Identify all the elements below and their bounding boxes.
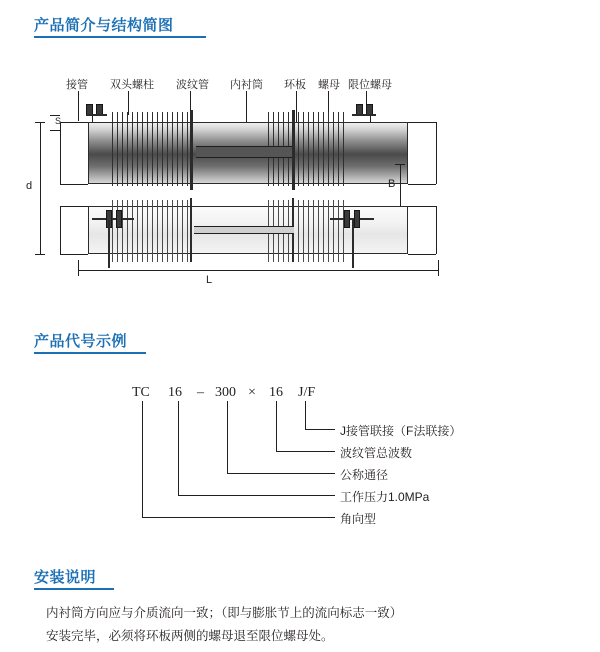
dimension-s-tick-top [50, 115, 60, 116]
dimension-d-tick-top [35, 122, 45, 123]
code-token-1: 16 [168, 385, 182, 400]
callout-label-3: 内衬筒 [230, 79, 263, 91]
code-leader-dn [227, 401, 228, 473]
code-run-pressure [178, 495, 335, 496]
code-leader-J [305, 401, 306, 429]
callout-label-5: 螺母 [318, 79, 340, 91]
ring-plate-top-2 [190, 110, 193, 190]
callout-label-1: 双头螺柱 [110, 79, 154, 91]
dimension-label-s: S [55, 116, 62, 126]
code-leader-waves [276, 401, 277, 451]
pipe-end-right-bottom [408, 184, 436, 185]
dimension-label-l: L [206, 274, 213, 286]
pipe-bottom-right-top [408, 206, 436, 207]
pipe-bottom-right-face [436, 206, 437, 254]
dimension-l-line [78, 270, 438, 271]
callout-label-6: 限位螺母 [348, 79, 392, 91]
pipe-end-left-face [60, 122, 61, 184]
code-run-type [142, 517, 335, 518]
pipe-end-left-bottom [60, 184, 88, 185]
pipe-bottom-left-top [60, 206, 88, 207]
callout-label-2: 波纹管 [176, 79, 209, 91]
tie-rod-bottom-left [92, 218, 134, 220]
code-token-2: – [197, 385, 204, 400]
section-title-code: 产品代号示例 [34, 333, 128, 350]
limit-stud-left [108, 220, 110, 268]
pipe-end-right-top [408, 122, 436, 123]
code-leader-type [142, 401, 143, 517]
nut-bottom-left-b [116, 210, 122, 228]
callout-leader-0 [78, 91, 79, 121]
dimension-l-tick-left [78, 260, 79, 276]
code-note-0: J接管联接（F法联接） [340, 424, 462, 438]
pipe-bottom-right-bot [408, 254, 436, 255]
dimension-s-tick-bot [50, 130, 60, 131]
install-note-0: 内衬筒方向应与介质流向一致；（即与膨胀节上的流向标志一致） [46, 606, 403, 620]
bellows-top-left [112, 112, 190, 186]
code-token-3: 300 [215, 385, 236, 400]
code-token-5: 16 [269, 385, 283, 400]
tie-rod-top-left [86, 114, 107, 116]
ring-plate-top [292, 110, 295, 190]
section-title-install: 安装说明 [34, 569, 97, 586]
section-rule-install [34, 588, 114, 590]
structure-diagram [0, 60, 600, 300]
section-rule-intro [34, 36, 206, 38]
code-token-0: TC [132, 385, 150, 400]
nut-bottom-right-b [354, 210, 360, 228]
dimension-d-tick-bot [35, 254, 45, 255]
pipe-end-left-top [60, 122, 88, 123]
code-note-1: 波纹管总波数 [340, 446, 413, 460]
dimension-label-d: d [26, 180, 33, 192]
install-note-1: 安装完毕，必须将环板两侧的螺母退至限位螺母处。 [46, 629, 334, 643]
ring-plate-bottom-left [190, 198, 192, 262]
dimension-b-tick-top [395, 164, 405, 165]
pipe-bottom-left-bot [60, 254, 88, 255]
dimension-label-b: B [388, 178, 396, 190]
code-run-waves [276, 451, 335, 452]
section-rule-code [34, 352, 146, 354]
liner-tube-top [196, 146, 292, 158]
bellows-bottom-left [112, 200, 190, 262]
code-token-4: × [248, 385, 256, 400]
callout-label-0: 接管 [66, 79, 88, 91]
pipe-end-right-face [436, 122, 437, 184]
code-run-dn [227, 473, 335, 474]
code-note-4: 角向型 [340, 512, 377, 526]
pipe-bottom-left-face [60, 206, 61, 254]
code-note-2: 公称通径 [340, 468, 389, 482]
code-run-J [305, 429, 335, 430]
dimension-d-line [40, 122, 41, 254]
code-leader-pressure [178, 401, 179, 495]
limit-stud-right [352, 220, 354, 268]
product-code-example [0, 355, 600, 545]
code-note-3: 工作压力1.0MPa [340, 490, 430, 504]
nut-bottom-right-a [344, 210, 350, 228]
liner-tube-bottom [194, 226, 294, 234]
callout-label-4: 环板 [284, 79, 306, 91]
tie-rod-top-right [352, 114, 376, 116]
section-title-intro: 产品简介与结构简图 [34, 17, 174, 34]
dimension-l-tick-right [438, 260, 439, 276]
code-token-6: J/F [298, 385, 316, 400]
